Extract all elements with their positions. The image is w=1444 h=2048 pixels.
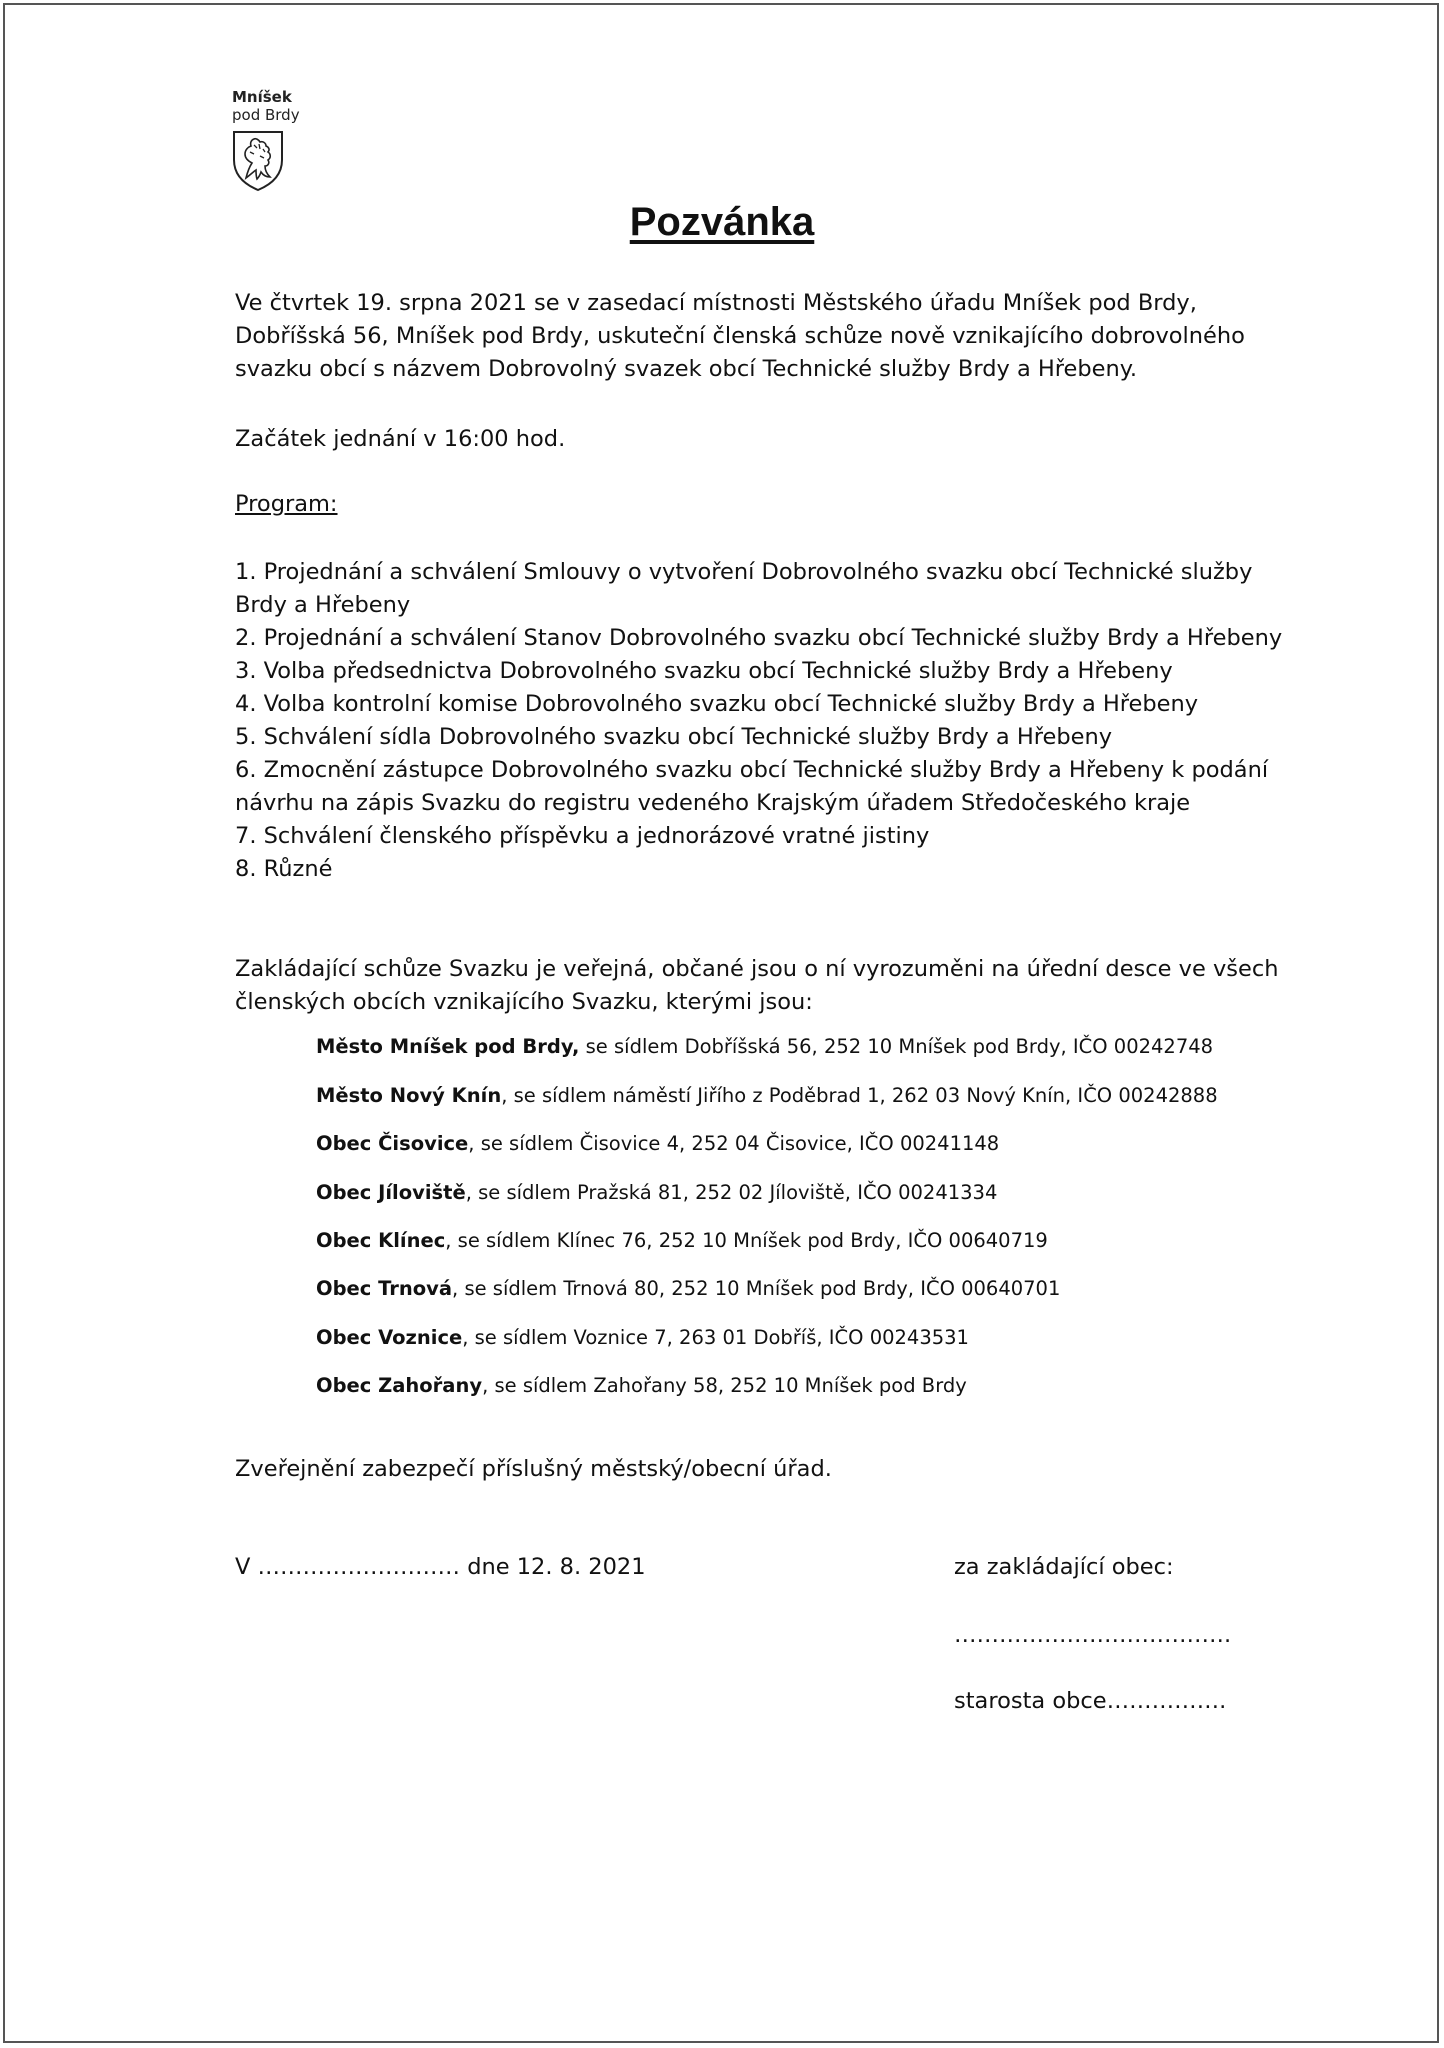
member-name: Obec Čisovice — [316, 1132, 469, 1155]
mayor-signature: starosta obce……………. — [954, 1688, 1227, 1714]
member-detail: , se sídlem Zahořany 58, 252 10 Mníšek pod Brdy — [482, 1374, 967, 1397]
publication-note: Zveřejnění zabezpečí příslušný městský/obecní úřad. — [235, 1456, 832, 1482]
member-municipality — [316, 1131, 999, 1157]
municipality-logo — [232, 88, 312, 192]
lion-coat-of-arms-icon — [232, 130, 284, 192]
logo-text-line2: pod Brdy — [232, 106, 300, 124]
public-notice-line-1: Zakládající schůze Svazku je veřejná, občané jsou o ní vyrozuměni na úřední desce ve všech — [235, 956, 1279, 982]
intro-line-3: svazku obcí s názvem Dobrovolný svazek obcí Technické služby Brdy a Hřebeny. — [235, 356, 1138, 382]
program-item: 5. Schválení sídla Dobrovolného svazku obcí Technické služby Brdy a Hřebeny — [235, 724, 1113, 750]
program-heading: Program: — [235, 491, 338, 517]
member-detail: , se sídlem Klínec 76, 252 10 Mníšek pod Brdy, IČO 00640719 — [445, 1229, 1048, 1252]
member-detail: se sídlem Dobříšská 56, 252 10 Mníšek pod Brdy, IČO 00242748 — [579, 1035, 1214, 1058]
member-detail: , se sídlem Voznice 7, 263 01 Dobříš, IČO 00243531 — [462, 1326, 969, 1349]
member-detail: , se sídlem náměstí Jiřího z Poděbrad 1, 262 03 Nový Knín, IČO 00242888 — [501, 1084, 1218, 1107]
program-item: 3. Volba předsednictva Dobrovolného svazku obcí Technické služby Brdy a Hřebeny — [235, 658, 1173, 684]
program-item: 4. Volba kontrolní komise Dobrovolného svazku obcí Technické služby Brdy a Hřebeny — [235, 691, 1199, 717]
member-name: Město Mníšek pod Brdy, — [316, 1035, 580, 1058]
program-item: návrhu na zápis Svazku do registru vedeného Krajským úřadem Středočeského kraje — [235, 790, 1191, 816]
page-title — [0, 198, 1444, 246]
member-name: Obec Zahořany — [316, 1374, 483, 1397]
member-detail: , se sídlem Čisovice 4, 252 04 Čisovice, IČO 00241148 — [468, 1132, 1000, 1155]
member-municipality — [316, 1373, 967, 1399]
program-item: 2. Projednání a schválení Stanov Dobrovolného svazku obcí Technické služby Brdy a Hřebeny — [235, 625, 1283, 651]
signature-line: ………………………………. — [954, 1622, 1232, 1648]
program-item: 1. Projednání a schválení Smlouvy o vytvoření Dobrovolného svazku obcí Technické služby — [235, 559, 1253, 585]
member-municipality — [316, 1276, 1060, 1302]
place-date-line: V ……………………… dne 12. 8. 2021 — [235, 1554, 646, 1580]
member-municipality — [316, 1083, 1218, 1109]
member-municipality — [316, 1180, 997, 1206]
member-municipality — [316, 1325, 969, 1351]
program-item: Brdy a Hřebeny — [235, 592, 411, 618]
member-name: Město Nový Knín — [316, 1084, 502, 1107]
program-item: 6. Zmocnění zástupce Dobrovolného svazku obcí Technické služby Brdy a Hřebeny k podání — [235, 757, 1269, 783]
intro-line-2: Dobříšská 56, Mníšek pod Brdy, uskuteční členská schůze nově vznikajícího dobrovolného — [235, 323, 1245, 349]
member-name: Obec Jíloviště — [316, 1181, 466, 1204]
logo-text-line1: Mníšek — [232, 88, 292, 106]
founding-municipality-label: za zakládající obec: — [954, 1554, 1174, 1580]
public-notice-line-2: členských obcích vznikajícího Svazku, kterými jsou: — [235, 989, 813, 1015]
intro-line-1: Ve čtvrtek 19. srpna 2021 se v zasedací místnosti Městského úřadu Mníšek pod Brdy, — [235, 290, 1197, 316]
member-name: Obec Voznice — [316, 1326, 463, 1349]
member-municipality — [316, 1228, 1048, 1254]
title-text: Pozvánka — [629, 200, 815, 244]
program-item: 7. Schválení členského příspěvku a jednorázové vratné jistiny — [235, 823, 930, 849]
member-detail: , se sídlem Trnová 80, 252 10 Mníšek pod Brdy, IČO 00640701 — [452, 1277, 1061, 1300]
member-name: Obec Trnová — [316, 1277, 453, 1300]
member-name: Obec Klínec — [316, 1229, 446, 1252]
member-municipality — [316, 1034, 1213, 1060]
member-detail: , se sídlem Pražská 81, 252 02 Jíloviště, IČO 00241334 — [465, 1181, 998, 1204]
meeting-start: Začátek jednání v 16:00 hod. — [235, 426, 566, 452]
program-item: 8. Různé — [235, 856, 333, 882]
